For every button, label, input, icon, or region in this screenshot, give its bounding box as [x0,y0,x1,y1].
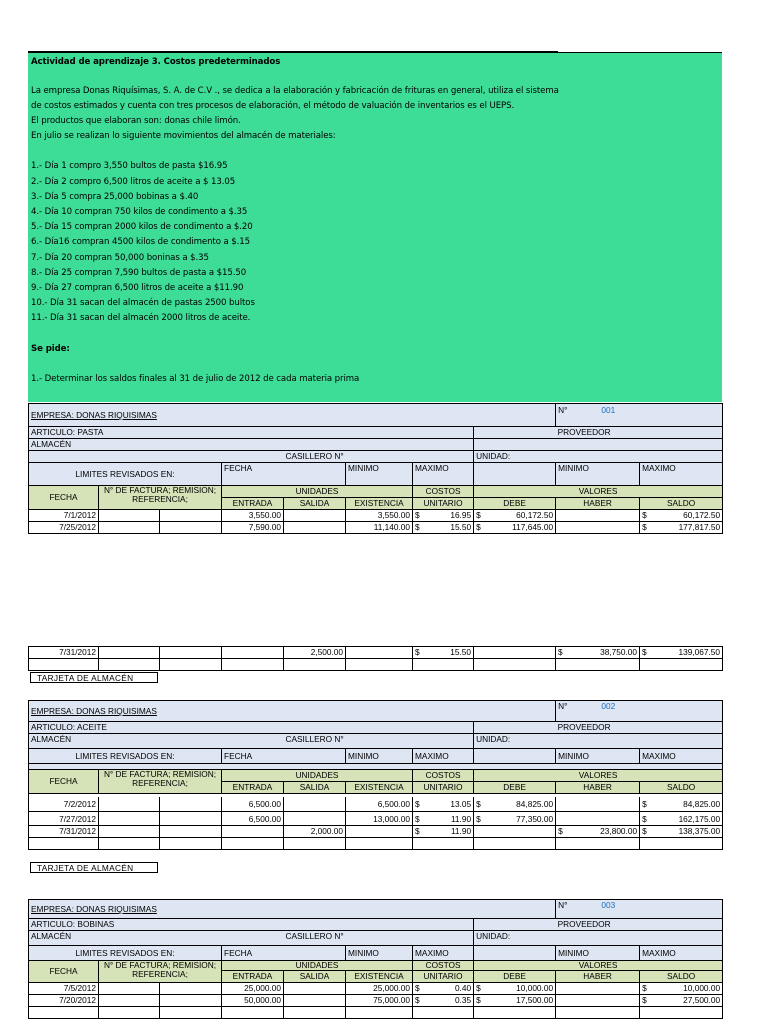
fecha-header: FECHA [222,463,346,486]
empresa-label: EMPRESA: DONAS RIQUISIMAS [31,410,157,420]
currency-sign: $ [476,814,481,824]
cell-existencia: 6,500.00 [346,797,413,812]
currency-sign: $ [642,995,647,1005]
maximo-header: MAXIMO [640,946,723,961]
currency-sign: $ [642,522,647,532]
cell-salida [284,812,346,826]
maximo-header: MAXIMO [640,463,723,486]
cell-fecha: 7/20/2012 [29,995,99,1007]
cell-entrada: 6,500.00 [222,797,284,812]
cell-haber [556,522,640,534]
maximo-header: MAXIMO [413,749,474,764]
cell-unitario: 15.50 [450,522,472,532]
movement-item: 7.- Día 20 compran 50,000 boninas a $.35 [31,253,209,263]
cell-fecha: 7/27/2012 [29,812,99,826]
cell-debe: 10,000.00 [516,983,554,993]
factura-col-header: N° DE FACTURA; REMISION; [103,960,217,970]
cell-existencia [346,647,413,659]
cell-entrada: 6,500.00 [222,812,284,826]
debe-header: DEBE [474,971,556,983]
salida-header: SALIDA [284,782,346,794]
haber-header: HABER [556,782,640,794]
cell-salida: 2,500.00 [284,647,346,659]
minimo-header: MINIMO [346,463,413,486]
se-pide-heading: Se pide: [31,344,70,354]
unidad-label: UNIDAD: [474,734,723,749]
currency-sign: $ [642,826,647,836]
currency-sign: $ [642,647,647,657]
cell-entrada: 50,000.00 [222,995,284,1007]
valores-header: VALORES [474,486,723,498]
entrada-header: ENTRADA [222,782,284,794]
numero-label: N° [558,900,568,910]
unitario-header: UNITARIO [413,971,474,983]
cell-existencia: 11,140.00 [346,522,413,534]
currency-sign: $ [642,510,647,520]
currency-sign: $ [415,826,420,836]
minimo-header: MINIMO [556,946,640,961]
cell-existencia [346,826,413,838]
numero-label: N° [558,405,568,415]
articulo-label: ARTICULO: BOBINAS [29,919,474,931]
saldo-header: SALDO [640,782,723,794]
debe-header: DEBE [474,498,556,510]
minimo-header: MINIMO [556,463,640,486]
cell-fecha: 7/31/2012 [29,647,99,659]
cell-haber [556,510,640,522]
movement-item: 6.- Día16 compran 4500 kilos de condimento a $.15 [31,237,251,247]
casillero-label: CASILLERO N° [284,931,474,946]
warehouse-card-pasta [28,403,723,534]
cell-existencia: 13,000.00 [346,812,413,826]
activity-paragraph-line: La empresa Donas Riquísimas, S. A. de C.V ., se dedica a la elaboración y fabricación de frituras en general, utiliza el sistema [31,86,559,96]
movement-item: 9.- Día 27 compran 6,500 litros de aceite a $11.90 [31,283,244,293]
referencia-col-header: REFERENCIA; [132,778,188,788]
fecha-col-header: FECHA [29,770,99,794]
table-row [29,812,723,826]
activity-title: Actividad de aprendizaje 3. Costos predeterminados [31,57,281,67]
unidades-header: UNIDADES [222,770,413,782]
movement-item: 5.- Día 15 compran 2000 kilos de condimento a $.20 [31,222,253,232]
cell-debe [474,647,556,659]
existencia-header: EXISTENCIA [346,498,413,510]
saldo-header: SALDO [640,971,723,983]
table-row [29,510,723,522]
cell-entrada [222,647,284,659]
salida-header: SALIDA [284,971,346,983]
table-row [29,995,723,1007]
empresa-label: EMPRESA: DONAS RIQUISIMAS [31,904,157,914]
cell-saldo: 138,375.00 [678,826,721,836]
cell-existencia: 25,000.00 [346,983,413,995]
unitario-header: UNITARIO [413,498,474,510]
almacen-label: ALMACÉN [29,439,474,451]
movement-item: 8.- Día 25 compran 7,590 bultos de pasta a $15.50 [31,268,247,278]
cell-debe: 17,500.00 [516,995,554,1005]
cell-fecha: 7/2/2012 [29,797,99,812]
existencia-header: EXISTENCIA [346,782,413,794]
cell-saldo: 27,500.00 [683,995,721,1005]
casillero-label: CASILLERO N° [284,734,474,749]
currency-sign: $ [415,983,420,993]
fecha-header: FECHA [222,946,346,961]
minimo-header: MINIMO [346,749,413,764]
existencia-header: EXISTENCIA [346,971,413,983]
cell-saldo: 139,067.50 [678,647,720,657]
almacen-label: ALMACÉN [29,931,284,946]
currency-sign: $ [476,983,481,993]
table-row [29,983,723,995]
proveedor-label: PROVEEDOR [556,919,723,931]
unidad-label: UNIDAD: [474,931,723,946]
currency-sign: $ [415,647,420,657]
activity-paragraph-line: En julio se realizan lo siguiente movimientos del almacén de materiales: [31,131,336,141]
factura-col-header: N° DE FACTURA; REMISION; [103,769,217,779]
unidades-header: UNIDADES [222,486,413,498]
cell-fecha: 7/1/2012 [29,510,99,522]
cell-unitario: 13.05 [450,798,472,809]
cell-haber [556,995,640,1007]
casillero-label: CASILLERO N° [284,451,474,463]
fecha-col-header: FECHA [29,961,99,983]
limites-label: LIMITES REVISADOS EN: [29,946,222,961]
cell-entrada [222,826,284,838]
cell-fecha: 7/25/2012 [29,522,99,534]
currency-sign: $ [476,995,481,1005]
cell-fecha: 7/31/2012 [29,826,99,838]
saldo-header: SALDO [640,498,723,510]
cell-haber: 38,750.00 [600,647,637,657]
card-number: 003 [601,900,616,910]
cell-existencia: 75,000.00 [346,995,413,1007]
cell-saldo: 84,825.00 [683,798,721,809]
currency-sign: $ [476,522,481,532]
cell-debe: 84,825.00 [516,798,554,809]
costos-header: COSTOS [413,770,474,782]
cell-salida [284,797,346,812]
cell-unitario: 16.95 [450,510,472,520]
currency-sign: $ [415,798,420,809]
currency-sign: $ [642,983,647,993]
activity-paragraph-line: El productos que elaboran son: donas chile limón. [31,116,241,126]
table-row [29,522,723,534]
cell-salida [284,983,346,995]
movement-item: 10.- Día 31 sacan del almacén de pastas 2500 bultos [31,298,255,308]
costos-header: COSTOS [413,486,474,498]
maximo-header: MAXIMO [640,749,723,764]
currency-sign: $ [558,647,563,657]
cell-fecha: 7/5/2012 [29,983,99,995]
empresa-label: EMPRESA: DONAS RIQUISIMAS [31,706,157,716]
cell-saldo: 10,000.00 [683,983,721,993]
task-item: 1.- Determinar los saldos finales al 31 de julio de 2012 de cada materia prima [31,374,360,384]
limites-label: LIMITES REVISADOS EN: [29,463,222,486]
movement-item: 3.- Día 5 compra 25,000 bobinas a $.40 [31,192,199,202]
cell-debe: 60,172.50 [516,510,554,520]
card-number: 001 [601,405,616,415]
cell-haber [556,983,640,995]
debe-header: DEBE [474,782,556,794]
cell-existencia: 3,550.00 [346,510,413,522]
cell-unitario: 11.90 [450,826,472,836]
referencia-col-header: REFERENCIA; [132,494,188,504]
cell-unitario: 15.50 [450,647,471,657]
warehouse-card-aceite [28,700,723,850]
almacen-label: ALMACÉN [29,734,284,749]
cell-haber [556,797,640,812]
cell-unitario: 0.40 [454,983,472,993]
salida-header: SALIDA [284,498,346,510]
proveedor-label: PROVEEDOR [556,427,723,439]
warehouse-card-pasta-continued [28,646,723,671]
maximo-header: MAXIMO [413,946,474,961]
fecha-header: FECHA [222,749,346,764]
currency-sign: $ [415,522,420,532]
entrada-header: ENTRADA [222,498,284,510]
haber-header: HABER [556,971,640,983]
activity-paragraph-line: de costos estimados y cuenta con tres procesos de elaboración, el método de valuación de inventarios es el UEPS. [31,101,515,111]
cell-entrada: 25,000.00 [222,983,284,995]
currency-sign: $ [642,814,647,824]
unitario-header: UNITARIO [413,782,474,794]
costos-header: COSTOS [413,961,474,971]
movement-item: 2.- Día 2 compro 6,500 litros de aceite a $ 13.05 [31,177,236,187]
currency-sign: $ [476,510,481,520]
cell-unitario: 0.35 [454,995,472,1005]
cell-debe: 117,645.00 [512,522,554,532]
unidades-header: UNIDADES [222,961,413,971]
limites-label: LIMITES REVISADOS EN: [29,749,222,764]
cell-debe: 77,350.00 [516,814,554,824]
cell-entrada: 7,590.00 [222,522,284,534]
cell-saldo: 177,817.50 [678,522,721,532]
unidad-label: UNIDAD: [474,451,723,463]
table-row [29,647,723,659]
cell-saldo: 60,172.50 [683,510,721,520]
movement-item: 1.- Día 1 compro 3,550 bultos de pasta $16.95 [31,161,228,171]
cell-debe [474,826,556,838]
entrada-header: ENTRADA [222,971,284,983]
warehouse-card-bobinas [28,899,723,1019]
table-row [29,826,723,838]
currency-sign: $ [476,798,481,809]
cell-salida [284,995,346,1007]
activity-box [28,52,722,402]
cell-saldo: 162,175.00 [678,814,721,824]
cell-salida [284,510,346,522]
minimo-header: MINIMO [556,749,640,764]
currency-sign: $ [642,798,647,809]
factura-col-header: N° DE FACTURA; REMISION; [103,485,217,495]
valores-header: VALORES [474,770,723,782]
cell-salida [284,522,346,534]
movement-item: 11.- Día 31 sacan del almacén 2000 litros de aceite. [31,313,251,323]
cell-entrada: 3,550.00 [222,510,284,522]
articulo-label: ARTICULO: PASTA [29,427,474,439]
cell-unitario: 11.90 [450,814,472,824]
currency-sign: $ [415,995,420,1005]
currency-sign: $ [415,510,420,520]
proveedor-label: PROVEEDOR [556,722,723,734]
minimo-header: MINIMO [346,946,413,961]
table-row [29,797,723,812]
haber-header: HABER [556,498,640,510]
cell-haber [556,812,640,826]
cell-salida: 2,000.00 [284,826,346,838]
currency-sign: $ [415,814,420,824]
card-number: 002 [601,701,616,711]
currency-sign: $ [558,826,563,836]
referencia-col-header: REFERENCIA; [132,969,188,979]
fecha-col-header: FECHA [29,486,99,510]
tarjeta-almacen-tab: TARJETA DE ALMACÉN [30,672,158,683]
movement-item: 4.- Día 10 compran 750 kilos de condimento a $.35 [31,207,248,217]
tarjeta-almacen-tab: TARJETA DE ALMACÉN [30,862,158,873]
maximo-header: MAXIMO [413,463,474,486]
valores-header: VALORES [474,961,723,971]
numero-label: N° [558,701,568,711]
articulo-label: ARTICULO: ACEITE [29,722,474,734]
cell-haber: 23,800.00 [600,826,638,836]
